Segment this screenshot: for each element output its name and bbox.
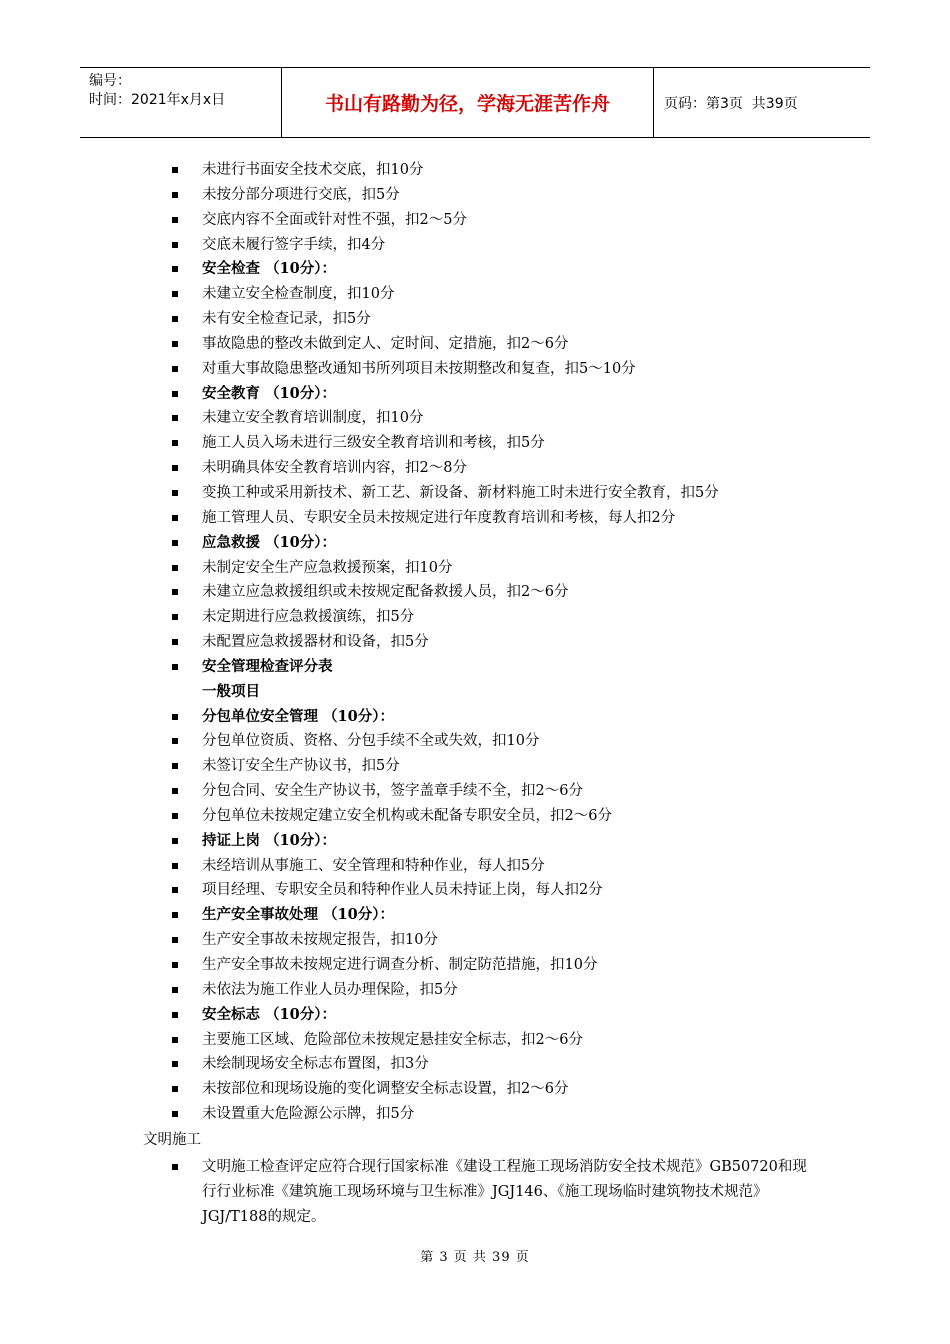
square-bullet-icon xyxy=(172,838,178,844)
list-item xyxy=(0,754,950,779)
list-item xyxy=(0,854,950,879)
list-item-text: 未定期进行应急救援演练，扣5分 xyxy=(202,609,415,626)
list-item-text: 生产安全事故未按规定报告，扣10分 xyxy=(202,932,438,949)
list-item xyxy=(0,779,950,804)
list-item-text: 未经培训从事施工、安全管理和特种作业，每人扣5分 xyxy=(202,857,545,874)
list-item xyxy=(0,605,950,630)
list-item-text: 对重大事故隐患整改通知书所列项目未按期整改和复查，扣5～10分 xyxy=(202,360,636,377)
square-bullet-icon xyxy=(172,1012,178,1018)
list-item-text: 施工管理人员、专职安全员未按规定进行年度教育培训和考核，每人扣2分 xyxy=(202,509,676,526)
square-bullet-icon xyxy=(172,987,178,993)
square-bullet-icon xyxy=(172,937,178,943)
list-item-text: 安全管理检查评分表 xyxy=(202,657,333,675)
list-item xyxy=(0,580,950,605)
list-item xyxy=(0,978,950,1003)
square-bullet-icon xyxy=(172,167,178,173)
list-heading xyxy=(0,829,950,854)
square-bullet-icon xyxy=(172,714,178,720)
square-bullet-icon xyxy=(172,366,178,372)
square-bullet-icon xyxy=(172,266,178,272)
list-heading xyxy=(0,903,950,928)
list-item-text: 事故隐患的整改未做到定人、定时间、定措施，扣2～6分 xyxy=(202,335,569,352)
list-item-text: 未建立应急救援组织或未按规定配备救援人员，扣2～6分 xyxy=(202,584,569,601)
list-item-text: 分包单位未按规定建立安全机构或未配备专职安全员，扣2～6分 xyxy=(202,807,612,824)
square-bullet-icon xyxy=(172,813,178,819)
header-page-cell xyxy=(654,68,870,137)
body-paragraph: 文明施工检查评定应符合现行国家标准《建设工程施工现场消防安全技术规范》GB50720和现行行业标准《建筑施工现场环境与卫生标准》JGJ146、《施工现场临时建筑物技术规范》JGJ/T188的规定。 xyxy=(202,1159,807,1225)
list-item xyxy=(0,556,950,581)
list-item-text: 安全标志 （10分）： xyxy=(202,1005,336,1023)
square-bullet-icon xyxy=(172,912,178,918)
list-item-text: 一般项目 xyxy=(202,682,260,700)
list-item xyxy=(0,878,950,903)
square-bullet-icon xyxy=(172,788,178,794)
square-bullet-icon xyxy=(172,217,178,223)
list-heading xyxy=(0,705,950,730)
document-date: 时间：2021年x月x日 xyxy=(89,92,226,108)
list-item-text: 分包合同、安全生产协议书，签字盖章手续不全，扣2～6分 xyxy=(202,783,583,800)
square-bullet-icon xyxy=(172,863,178,869)
list-heading xyxy=(0,531,950,556)
list-item xyxy=(0,1028,950,1053)
list-item-text: 交底内容不全面或针对性不强，扣2～5分 xyxy=(202,211,467,228)
list-item-text: 未建立安全教育培训制度，扣10分 xyxy=(202,410,424,427)
list-heading xyxy=(0,257,950,282)
list-item-text: 未明确具体安全教育培训内容，扣2～8分 xyxy=(202,460,467,477)
list-item-text: 未配置应急救援器材和设备，扣5分 xyxy=(202,634,429,651)
square-bullet-icon xyxy=(172,192,178,198)
list-heading xyxy=(0,680,950,705)
square-bullet-icon xyxy=(172,565,178,571)
list-heading xyxy=(0,382,950,407)
list-item xyxy=(0,208,950,233)
square-bullet-icon xyxy=(172,465,178,471)
list-item-text: 主要施工区域、危险部位未按规定悬挂安全标志，扣2～6分 xyxy=(202,1031,583,1048)
list-item xyxy=(0,282,950,307)
list-item-text: 未制定安全生产应急救援预案，扣10分 xyxy=(202,559,453,576)
section-title: 文明施工 xyxy=(143,1132,201,1148)
square-bullet-icon xyxy=(172,1086,178,1092)
list-item xyxy=(0,928,950,953)
square-bullet-icon xyxy=(172,341,178,347)
list-item-text: 安全检查 （10分）： xyxy=(202,260,336,278)
document-number-label: 编号： xyxy=(89,73,131,89)
square-bullet-icon xyxy=(172,614,178,620)
square-bullet-icon xyxy=(172,391,178,397)
list-item xyxy=(0,431,950,456)
square-bullet-icon xyxy=(172,242,178,248)
square-bullet-icon xyxy=(172,738,178,744)
list-item-text: 未建立安全检查制度，扣10分 xyxy=(202,286,395,303)
list-item-text: 未进行书面安全技术交底，扣10分 xyxy=(202,162,424,178)
list-item-text: 未签订安全生产协议书，扣5分 xyxy=(202,758,400,775)
list-item xyxy=(0,233,950,258)
list-item-text: 未按部位和现场设施的变化调整安全标志设置，扣2～6分 xyxy=(202,1081,569,1098)
square-bullet-icon xyxy=(172,639,178,645)
list-item-text: 未有安全检查记录，扣5分 xyxy=(202,311,371,328)
page-header xyxy=(80,67,870,138)
list-item xyxy=(0,307,950,332)
list-item xyxy=(0,1077,950,1102)
list-item xyxy=(0,729,950,754)
header-info-cell xyxy=(80,68,282,137)
list-item xyxy=(0,506,950,531)
list-item-text: 未按分部分项进行交底，扣5分 xyxy=(202,186,400,203)
list-item-text: 分包单位资质、资格、分包手续不全或失效，扣10分 xyxy=(202,733,540,750)
list-heading xyxy=(0,655,950,680)
header-motto: 书山有路勤为径，学海无涯苦作舟 xyxy=(324,93,610,115)
square-bullet-icon xyxy=(172,1037,178,1043)
square-bullet-icon xyxy=(172,962,178,968)
list-item xyxy=(0,332,950,357)
square-bullet-icon xyxy=(172,664,178,670)
list-item-text: 生产安全事故未按规定进行调查分析、制定防范措施，扣10分 xyxy=(202,957,598,973)
list-item-text: 安全教育 （10分）： xyxy=(202,384,336,402)
list-item xyxy=(0,481,950,506)
list-item xyxy=(0,406,950,431)
list-item-text: 未设置重大危险源公示牌，扣5分 xyxy=(202,1106,415,1123)
list-item-text: 持证上岗 （10分）： xyxy=(202,831,336,849)
list-item xyxy=(0,804,950,829)
list-item-text: 变换工种或采用新技术、新工艺、新设备、新材料施工时未进行安全教育，扣5分 xyxy=(202,484,719,501)
list-heading xyxy=(0,1003,950,1028)
square-bullet-icon xyxy=(172,515,178,521)
square-bullet-icon xyxy=(172,415,178,421)
square-bullet-icon xyxy=(172,887,178,893)
list-item-text: 分包单位安全管理 （10分）： xyxy=(202,707,394,725)
list-item xyxy=(0,158,950,183)
header-motto-cell xyxy=(282,68,654,137)
list-item-text: 未依法为施工作业人员办理保险，扣5分 xyxy=(202,981,458,998)
list-item-text: 应急救援 （10分）： xyxy=(202,533,336,551)
square-bullet-icon xyxy=(172,1061,178,1067)
square-bullet-icon xyxy=(172,490,178,496)
page-footer: 第 3 页 共 39 页 xyxy=(420,1250,530,1265)
square-bullet-icon xyxy=(172,316,178,322)
list-item xyxy=(0,357,950,382)
list-item-text: 施工人员入场未进行三级安全教育培训和考核，扣5分 xyxy=(202,435,545,452)
list-item xyxy=(0,630,950,655)
list-item-text: 生产安全事故处理 （10分）： xyxy=(202,906,394,924)
list-item xyxy=(0,183,950,208)
square-bullet-icon xyxy=(172,763,178,769)
square-bullet-icon xyxy=(172,589,178,595)
square-bullet-icon xyxy=(172,1111,178,1117)
list-item xyxy=(0,1052,950,1077)
item-list xyxy=(0,158,950,1127)
square-bullet-icon xyxy=(172,1164,178,1170)
square-bullet-icon xyxy=(172,540,178,546)
list-item xyxy=(0,1102,950,1127)
list-item-text: 项目经理、专职安全员和特种作业人员未持证上岗，每人扣2分 xyxy=(202,882,603,899)
square-bullet-icon xyxy=(172,440,178,446)
list-item xyxy=(0,953,950,978)
list-item-text: 未绘制现场安全标志布置图，扣3分 xyxy=(202,1056,429,1073)
header-page-number: 页码：第3页 共39页 xyxy=(664,95,798,112)
list-item-text: 交底未履行签字手续，扣4分 xyxy=(202,236,386,253)
square-bullet-icon xyxy=(172,291,178,297)
body-paragraph-block xyxy=(202,1155,814,1230)
list-item xyxy=(0,456,950,481)
